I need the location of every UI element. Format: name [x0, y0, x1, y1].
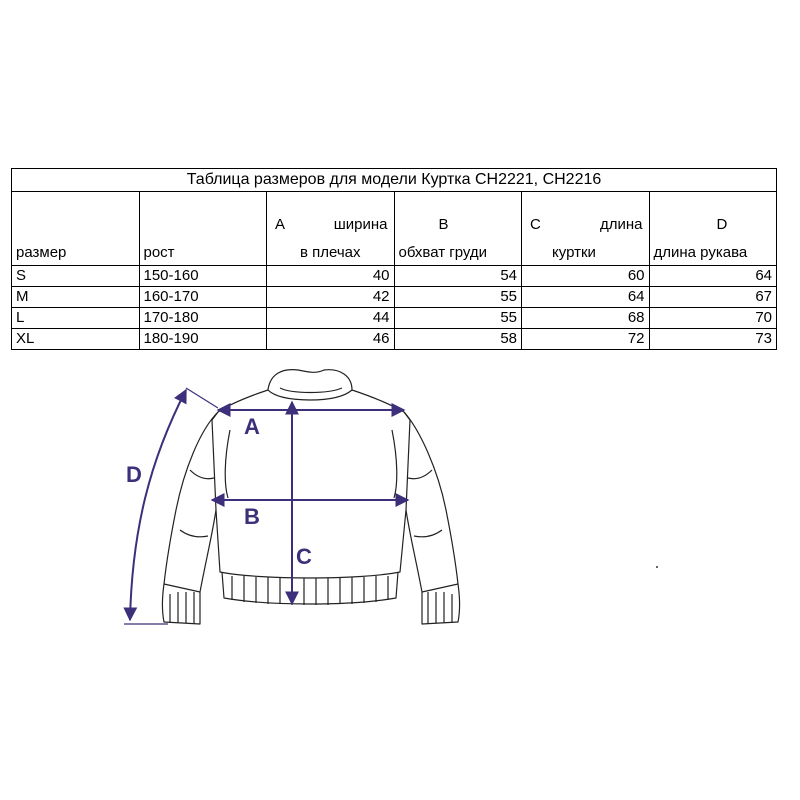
measure-b-label: B: [244, 504, 260, 529]
cell-b: 55: [394, 287, 522, 308]
cell-d: 67: [649, 287, 777, 308]
header-a-word: ширина: [333, 216, 388, 233]
header-size-label: размер: [16, 244, 67, 261]
header-height-label: рост: [143, 244, 175, 261]
cell-height: 170-180: [139, 308, 267, 329]
cell-size: L: [12, 308, 140, 329]
header-d-letter: D: [716, 216, 728, 233]
jacket-left-sleeve: [164, 412, 218, 592]
measure-d-top-tick: [186, 388, 218, 408]
cell-a: 42: [267, 287, 395, 308]
header-b-letter: B: [438, 216, 449, 233]
cell-c: 68: [522, 308, 650, 329]
header-height: [139, 192, 267, 266]
cell-d: 73: [649, 329, 777, 350]
header-c-word: длина: [599, 216, 643, 233]
header-c: [522, 192, 650, 266]
table-title: Таблица размеров для модели Куртка CH2221, CH2216: [12, 169, 777, 192]
cell-height: 150-160: [139, 266, 267, 287]
table-row: [12, 287, 777, 308]
cell-d: 64: [649, 266, 777, 287]
jacket-collar-inner: [280, 388, 342, 393]
header-d-sub: длина рукава: [653, 244, 748, 261]
cell-b: 58: [394, 329, 522, 350]
cell-size: M: [12, 287, 140, 308]
header-b-sub: обхват груди: [398, 244, 488, 261]
jacket-outline: [163, 370, 460, 624]
cell-c: 72: [522, 329, 650, 350]
table-header-row: [12, 192, 777, 266]
size-chart-table: [11, 168, 777, 350]
header-a-sub: в плечах: [299, 244, 361, 261]
header-c-letter: C: [530, 216, 541, 233]
jacket-waistband: [222, 572, 398, 604]
header-size: [12, 192, 140, 266]
header-b: [394, 192, 522, 266]
cell-size: XL: [12, 329, 140, 350]
cell-b: 54: [394, 266, 522, 287]
measure-a-label: A: [244, 414, 260, 439]
jacket-measurement-diagram: [120, 360, 570, 630]
table-row: [12, 308, 777, 329]
cell-d: 70: [649, 308, 777, 329]
cell-c: 60: [522, 266, 650, 287]
measurement-lines: [124, 388, 408, 624]
measure-d-label: D: [126, 462, 142, 487]
header-a: [267, 192, 395, 266]
cell-a: 44: [267, 308, 395, 329]
header-d: [649, 192, 777, 266]
measurement-labels: [126, 414, 312, 569]
cell-size: S: [12, 266, 140, 287]
header-c-sub: куртки: [552, 244, 596, 261]
cell-height: 160-170: [139, 287, 267, 308]
stray-dot: [656, 566, 658, 568]
table-row: [12, 329, 777, 350]
cell-b: 55: [394, 308, 522, 329]
table-row: [12, 266, 777, 287]
cell-a: 40: [267, 266, 395, 287]
jacket-collar: [268, 370, 352, 400]
jacket-right-sleeve: [404, 412, 458, 592]
cell-c: 64: [522, 287, 650, 308]
measure-c-label: C: [296, 544, 312, 569]
cell-height: 180-190: [139, 329, 267, 350]
header-a-letter: A: [275, 216, 286, 233]
cell-a: 46: [267, 329, 395, 350]
